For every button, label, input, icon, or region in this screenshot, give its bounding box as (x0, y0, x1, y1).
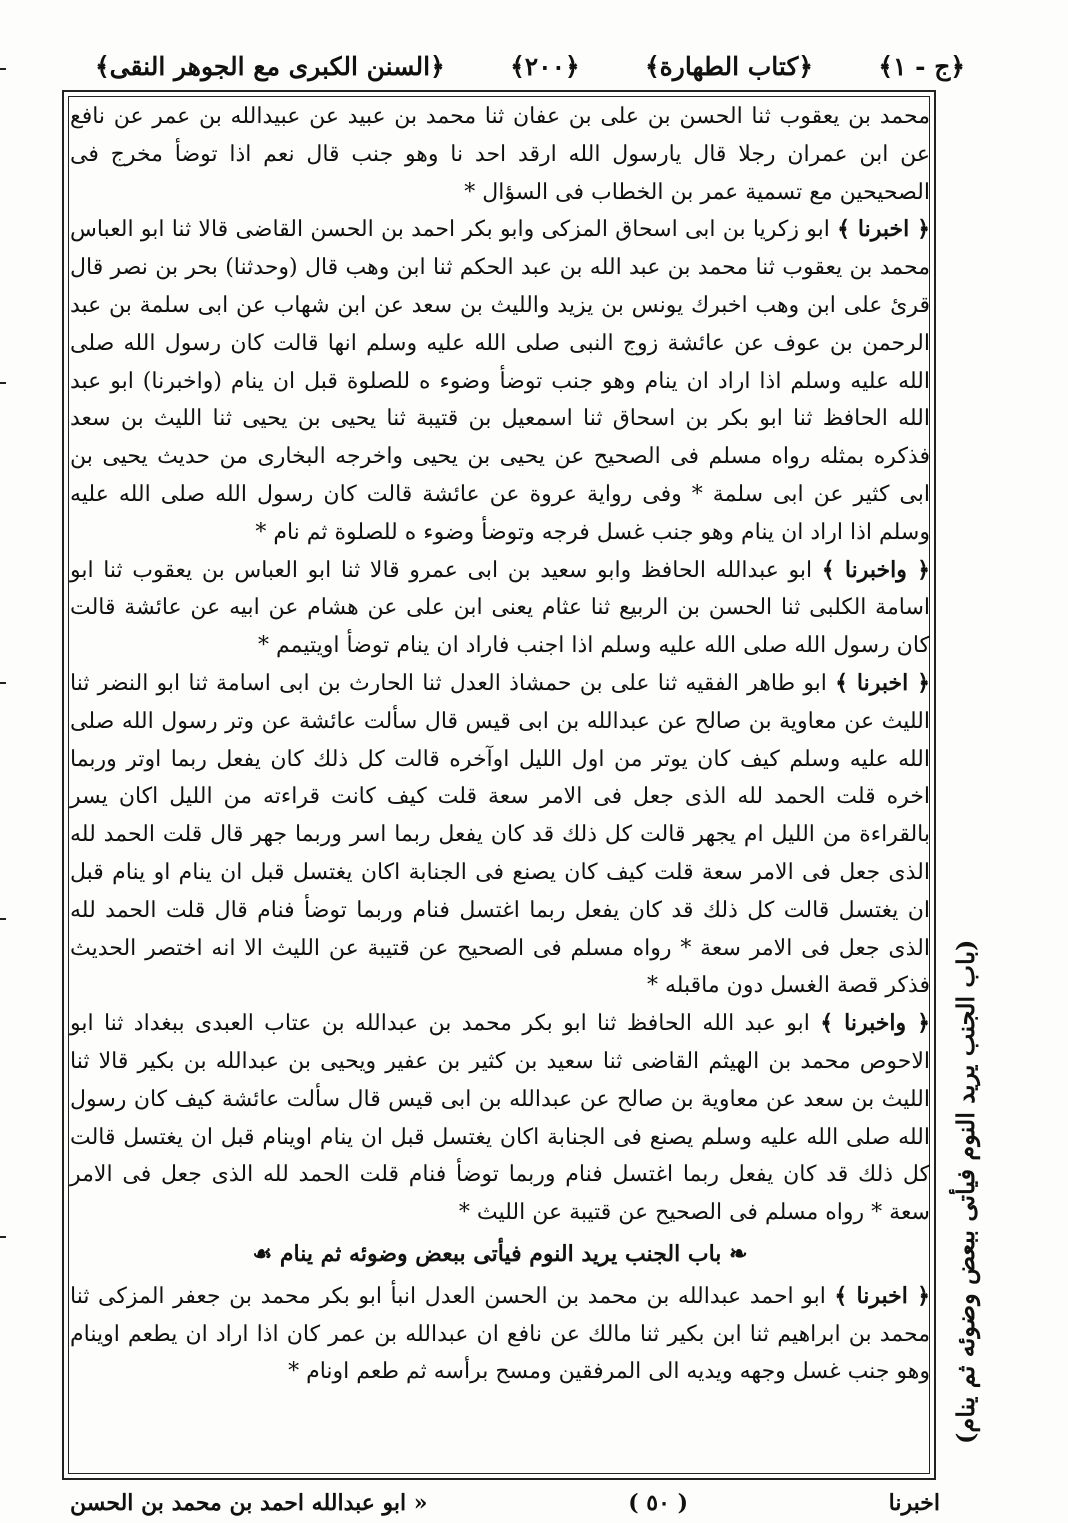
paragraph-lead: ﴿ واخبرنا ﴾ (821, 556, 930, 583)
margin-mark (0, 382, 6, 384)
chapter-heading (70, 1236, 930, 1274)
paragraph-text: ابو احمد عبدالله بن محمد بن الحسن العدل انبأ ابو بكر محمد بن جعفر المزكى ثنا محمد بن ابراهيم ثنا ابن بكير ثنا مالك عن نافع ان عبدالله بن عمر كان اذا اراد ان يطعم اوينام وهو جنب غسل وجهه ويديه الى المرفقين ومسح برأسه ثم طعم اونام * (70, 1283, 930, 1385)
margin-mark (0, 1236, 6, 1238)
margin-mark (0, 68, 6, 70)
paragraph (70, 552, 930, 665)
margin-mark (0, 682, 6, 684)
paragraph (70, 1278, 930, 1391)
book-title: ﴿السنن الكبرى مع الجوهر النقى﴾ (95, 51, 445, 81)
paragraph (70, 211, 930, 551)
section-title: ﴿كتاب الطهارة﴾ (645, 51, 813, 81)
paragraph-text: ابو عبد الله الحافظ ثنا ابو بكر محمد بن عبدالله بن عتاب العبدى ببغداد ثنا ابو الاحوص محمد بن الهيثم القاضى ثنا سعيد بن كثير بن عفير ويحيى بن عبدالله بن بكير قالا ثنا الليث بن سعد عن معاوية بن صالح عن عبدالله بن ابى قيس قال سألت عائشة كيف كان رسول الله صلى الله عليه وسلم يصنع فى الجنابة اكان يغتسل قبل ان ينام اوينام قبل ان يغتسل قالت كل ذلك قد كان يفعل ربما اغتسل فنام وربما توضأ فنام قلت الحمد لله الذى جعل فى الامر سعة * رواه مسلم فى الصحيح عن قتيبة عن الليث * (70, 1011, 930, 1226)
main-text (70, 98, 930, 1473)
paragraph-lead: ﴿ اخبرنا ﴾ (834, 1282, 930, 1309)
page-footer (70, 1485, 940, 1521)
paragraph-lead: ﴿ اخبرنا ﴾ (835, 669, 930, 696)
paragraph (70, 665, 930, 1005)
margin-mark (0, 918, 6, 920)
paragraph-text: ابو عبدالله الحافظ وابو سعيد بن ابى عمرو قالا ثنا ابو العباس بن يعقوب ثنا ابو اسامة الكلبى ثنا الحسن بن الربيع ثنا عثام يعنى ابن على عن هشام عن ابيه عن عائشة قالت كان رسول الله صلى الله عليه وسلم اذا اجنب فاراد ان ينام توضأ اويتيمم * (70, 557, 930, 659)
ornament-icon: ☙ (252, 1240, 280, 1267)
margin-chapter-note: (باب الجنب يريد النوم فيأتى ببعض وضوئه ثم ينام) (951, 940, 980, 1445)
paragraph (70, 1005, 930, 1232)
running-header (95, 42, 965, 90)
ornament-icon: ❧ (721, 1240, 748, 1267)
page-number: ﴿٢٠٠﴾ (510, 51, 580, 81)
chapter-heading-text: باب الجنب يريد النوم فيأتى ببعض وضوئه ثم ينام (279, 1240, 722, 1267)
paragraph-lead: ﴿ واخبرنا ﴾ (820, 1010, 931, 1037)
paragraph-lead: ﴿ اخبرنا ﴾ (837, 216, 931, 243)
catchword-left: اخبرنا (888, 1490, 940, 1516)
paragraph-text: ابو زكريا بن ابى اسحاق المزكى وابو بكر احمد بن الحسن القاضى قالا ثنا ابو العباس محمد بن يعقوب ثنا محمد بن عبد الله بن عبد الحكم ثنا ابن وهب قال (وحدثنا) بحر بن نصر قال قرئ على ابن وهب اخبرك يونس بن يزيد والليث بن سعد عن ابن شهاب عن ابى سلمة بن عبد الرحمن بن عوف عن عائشة زوج النبى صلى الله عليه وسلم انها قالت كان رسول الله صلى الله عليه وسلم اذا اراد ان ينام وهو جنب توضأ وضوء ه للصلوة قبل ان ينام (واخبرنا) ابو عبد الله الحافظ ثنا ابو بكر بن اسحاق ثنا اسمعيل بن قتيبة ثنا يحيى بن يحيى ثنا الليث بن سعد فذكره بمثله رواه مسلم فى الصحيح عن يحيى بن يحيى واخرجه البخارى من حديث يحيى بن ابى كثير عن ابى سلمة * وفى رواية عروة عن عائشة قالت كان رسول الله صلى الله عليه وسلم اذا اراد ان ينام وهو جنب غسل فرجه وتوضأ وضوء ه للصلوة ثم نام * (70, 217, 930, 545)
catchword-right: « ابو عبدالله احمد بن محمد بن الحسن (70, 1490, 428, 1516)
paragraph-text: محمد بن يعقوب ثنا الحسن بن على بن عفان ثنا محمد بن عبيد عن عبيدالله بن عمر عن نافع عن ابن عمران رجلا قال يارسول الله ارقد احد نا وهو جنب قال نعم اذا توضأ مخرج فى الصحيحين مع تسمية عمر بن الخطاب فى السؤال * (70, 104, 930, 205)
paragraph (70, 98, 930, 211)
signature-number: ( ٥٠ ) (628, 1490, 689, 1516)
paragraph-text: ابو طاهر الفقيه ثنا على بن حمشاذ العدل ثنا الحارث بن ابى اسامة ثنا ابو النضر ثنا الليث عن معاوية بن صالح عن عبدالله بن ابى قيس قال سألت عائشة عن وتر رسول الله صلى الله عليه وسلم كيف كان يوتر من اول الليل اوآخره قالت كل ذلك كان يفعل ربما اوتر وربما اخره قلت الحمد لله الذى جعل فى الامر سعة قلت كيف كانت قراءته من الليل اكان يسر بالقراءة من الليل ام يجهر قالت كل ذلك قد كان يفعل ربما اسر وربما جهر قال قلت الحمد لله الذى جعل فى الامر سعة قلت كيف كان يصنع فى الجنابة اكان يغتسل قبل ان ينام او ينام قبل ان يغتسل قالت كل ذلك قد كان يفعل ربما اغتسل فنام وربما توضأ فنام قال قلت الحمد لله الذى جعل فى الامر سعة * رواه مسلم فى الصحيح عن قتيبة عن الليث الا انه اختصر الحديث فذكر قصة الغسل دون ماقبله * (70, 670, 931, 999)
volume-label: ﴿ج - ١﴾ (878, 51, 965, 81)
